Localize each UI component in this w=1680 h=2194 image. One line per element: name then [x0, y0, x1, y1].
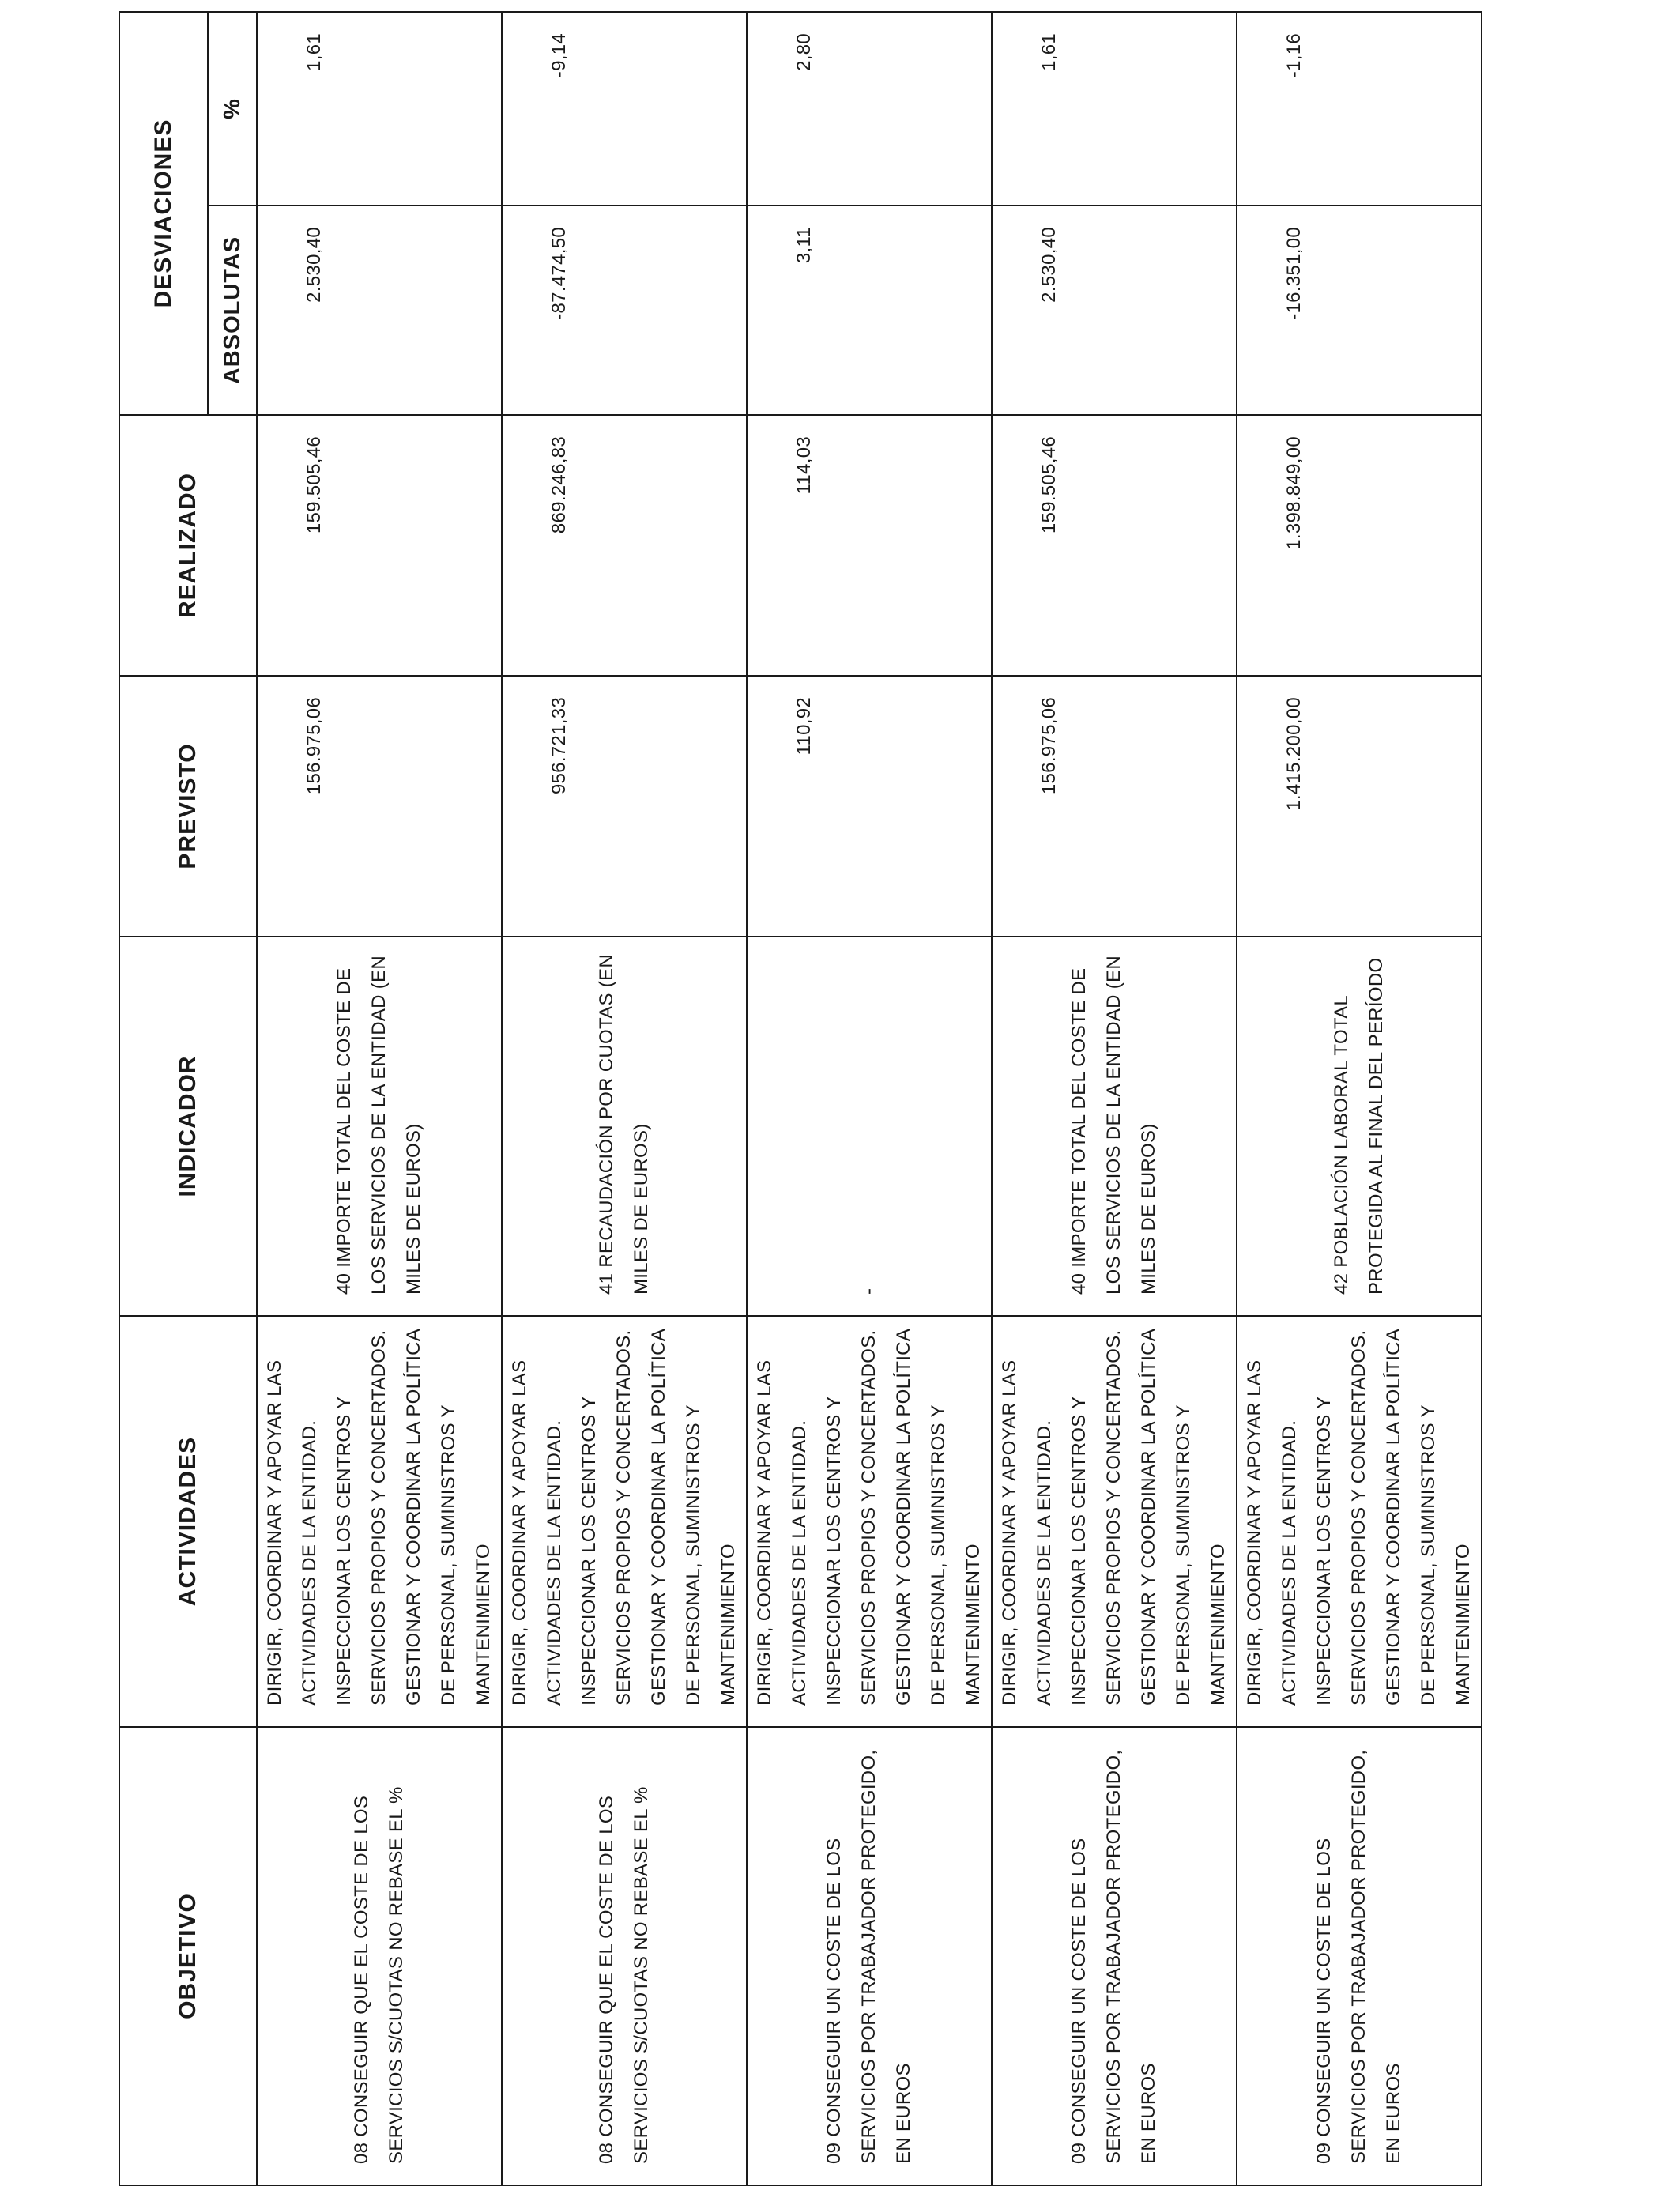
actividad-line: INSPECCIONAR LOS CENTROS Y: [578, 1396, 600, 1706]
cell-previsto: [747, 676, 992, 937]
cell-objetivo: 09 CONSEGUIR UN COSTE DE LOS SERVICIOS POR TRABAJADOR PROTEGIDO, EN EUROS: [747, 1727, 992, 2185]
actividad-line: DIRIGIR, COORDINAR Y APOYAR LAS: [1244, 1359, 1265, 1706]
value-realizado: 114,03: [793, 436, 815, 495]
cell-actividades: [747, 1316, 992, 1727]
cell-realizado: [747, 415, 992, 676]
cell-actividades: [257, 1316, 502, 1727]
actividad-line: MANTENIMIENTO: [1207, 1544, 1229, 1706]
rotated-table-wrapper: [119, 13, 1474, 2186]
table-row: [257, 12, 502, 2185]
value-realizado: 159.505,46: [303, 436, 325, 534]
actividad-line: GESTIONAR Y COORDINAR LA POLÍTICA: [648, 1328, 669, 1706]
header-objetivo: OBJETIVO: [119, 1727, 257, 2185]
actividad-line: ACTIVIDADES DE LA ENTIDAD.: [544, 1419, 565, 1706]
cell-absolutas: [992, 205, 1237, 415]
actividad-line: INSPECCIONAR LOS CENTROS Y: [333, 1396, 355, 1706]
cell-indicador: 40 IMPORTE TOTAL DEL COSTE DE LOS SERVICIOS DE LA ENTIDAD (EN MILES DE EUROS): [257, 937, 502, 1316]
cell-absolutas: [502, 205, 747, 415]
cell-absolutas: [747, 205, 992, 415]
value-porcentaje: 1,61: [1038, 33, 1060, 71]
value-realizado: 869.246,83: [548, 436, 570, 534]
actividad-line: INSPECCIONAR LOS CENTROS Y: [1313, 1396, 1335, 1706]
cell-actividades: [502, 1316, 747, 1727]
actividad-line: ACTIVIDADES DE LA ENTIDAD.: [789, 1419, 810, 1706]
actividad-line: DIRIGIR, COORDINAR Y APOYAR LAS: [509, 1359, 530, 1706]
cell-absolutas: [1237, 205, 1482, 415]
cell-indicador: 40 IMPORTE TOTAL DEL COSTE DE LOS SERVICIOS DE LA ENTIDAD (EN MILES DE EUROS): [992, 937, 1237, 1316]
value-realizado: 1.398.849,00: [1283, 436, 1305, 550]
value-porcentaje: -9,14: [548, 33, 570, 78]
actividad-line: GESTIONAR Y COORDINAR LA POLÍTICA: [1383, 1328, 1404, 1706]
actividad-line: MANTENIMIENTO: [1452, 1544, 1474, 1706]
cell-realizado: [1237, 415, 1482, 676]
value-previsto: 956.721,33: [548, 697, 570, 795]
actividad-line: SERVICIOS PROPIOS Y CONCERTADOS.: [1348, 1329, 1369, 1706]
cell-realizado: [502, 415, 747, 676]
cell-actividades: [992, 1316, 1237, 1727]
actividad-line: ACTIVIDADES DE LA ENTIDAD.: [299, 1419, 320, 1706]
cell-objetivo: 08 CONSEGUIR QUE EL COSTE DE LOS SERVICIOS S/CUOTAS NO REBASE EL %: [502, 1727, 747, 2185]
value-absolutas: 2.530,40: [303, 227, 325, 303]
cell-porcentaje: [1237, 12, 1482, 205]
cell-porcentaje: [747, 12, 992, 205]
value-porcentaje: 2,80: [793, 33, 815, 71]
actividad-line: DE PERSONAL, SUMINISTROS Y: [438, 1404, 459, 1706]
cell-actividades: [1237, 1316, 1482, 1727]
header-porcentaje: %: [208, 12, 257, 205]
value-previsto: 156.975,06: [1038, 697, 1060, 795]
value-absolutas: 3,11: [793, 227, 815, 264]
cell-porcentaje: [992, 12, 1237, 205]
header-indicador: INDICADOR: [119, 937, 257, 1316]
actividad-line: GESTIONAR Y COORDINAR LA POLÍTICA: [893, 1328, 914, 1706]
actividad-line: DE PERSONAL, SUMINISTROS Y: [928, 1404, 949, 1706]
value-porcentaje: -1,16: [1283, 33, 1305, 78]
cell-absolutas: [257, 205, 502, 415]
actividad-line: SERVICIOS PROPIOS Y CONCERTADOS.: [858, 1329, 880, 1706]
actividad-line: SERVICIOS PROPIOS Y CONCERTADOS.: [613, 1329, 635, 1706]
objectives-table: [119, 11, 1482, 2186]
table-row: [992, 12, 1237, 2185]
cell-realizado: [257, 415, 502, 676]
value-porcentaje: 1,61: [303, 33, 325, 71]
value-previsto: 110,92: [793, 697, 815, 756]
table-row: [1237, 12, 1482, 2185]
cell-objetivo: 08 CONSEGUIR QUE EL COSTE DE LOS SERVICIOS S/CUOTAS NO REBASE EL %: [257, 1727, 502, 2185]
cell-indicador: 41 RECAUDACIÓN POR CUOTAS (EN MILES DE EUROS): [502, 937, 747, 1316]
cell-indicador: 42 POBLACIÓN LABORAL TOTAL PROTEGIDA AL FINAL DEL PERÍODO: [1237, 937, 1482, 1316]
actividad-line: MANTENIMIENTO: [718, 1544, 739, 1706]
cell-objetivo: 09 CONSEGUIR UN COSTE DE LOS SERVICIOS POR TRABAJADOR PROTEGIDO, EN EUROS: [992, 1727, 1237, 2185]
header-desviaciones: DESVIACIONES: [119, 12, 208, 415]
cell-porcentaje: [502, 12, 747, 205]
actividad-line: ACTIVIDADES DE LA ENTIDAD.: [1034, 1419, 1055, 1706]
value-absolutas: 2.530,40: [1038, 227, 1060, 303]
value-previsto: 1.415.200,00: [1283, 697, 1305, 811]
actividad-line: GESTIONAR Y COORDINAR LA POLÍTICA: [1138, 1328, 1159, 1706]
actividad-line: GESTIONAR Y COORDINAR LA POLÍTICA: [403, 1328, 424, 1706]
cell-previsto: [502, 676, 747, 937]
actividad-line: DE PERSONAL, SUMINISTROS Y: [683, 1404, 704, 1706]
header-realizado: REALIZADO: [119, 415, 257, 676]
header-previsto: PREVISTO: [119, 676, 257, 937]
actividad-line: SERVICIOS PROPIOS Y CONCERTADOS.: [1103, 1329, 1124, 1706]
table-body: [257, 12, 1482, 2185]
actividad-line: ACTIVIDADES DE LA ENTIDAD.: [1279, 1419, 1300, 1706]
cell-previsto: [992, 676, 1237, 937]
cell-previsto: [257, 676, 502, 937]
actividad-line: DE PERSONAL, SUMINISTROS Y: [1173, 1404, 1194, 1706]
actividad-line: MANTENIMIENTO: [962, 1544, 984, 1706]
cell-porcentaje: [257, 12, 502, 205]
actividad-line: DIRIGIR, COORDINAR Y APOYAR LAS: [999, 1359, 1020, 1706]
cell-previsto: [1237, 676, 1482, 937]
table-row: [747, 12, 992, 2185]
actividad-line: INSPECCIONAR LOS CENTROS Y: [823, 1396, 845, 1706]
cell-objetivo: 09 CONSEGUIR UN COSTE DE LOS SERVICIOS POR TRABAJADOR PROTEGIDO, EN EUROS: [1237, 1727, 1482, 2185]
cell-realizado: [992, 415, 1237, 676]
actividad-line: DE PERSONAL, SUMINISTROS Y: [1418, 1404, 1439, 1706]
header-row: [119, 12, 208, 2185]
value-previsto: 156.975,06: [303, 697, 325, 795]
value-realizado: 159.505,46: [1038, 436, 1060, 534]
value-absolutas: -87.474,50: [548, 227, 570, 320]
actividad-line: DIRIGIR, COORDINAR Y APOYAR LAS: [264, 1359, 285, 1706]
actividad-line: SERVICIOS PROPIOS Y CONCERTADOS.: [368, 1329, 390, 1706]
value-absolutas: -16.351,00: [1283, 227, 1305, 320]
header-absolutas: ABSOLUTAS: [208, 205, 257, 415]
actividad-line: DIRIGIR, COORDINAR Y APOYAR LAS: [754, 1359, 775, 1706]
table-row: [502, 12, 747, 2185]
actividad-line: MANTENIMIENTO: [473, 1544, 494, 1706]
header-actividades: ACTIVIDADES: [119, 1316, 257, 1727]
actividad-line: INSPECCIONAR LOS CENTROS Y: [1068, 1396, 1090, 1706]
cell-indicador: -: [747, 937, 992, 1316]
